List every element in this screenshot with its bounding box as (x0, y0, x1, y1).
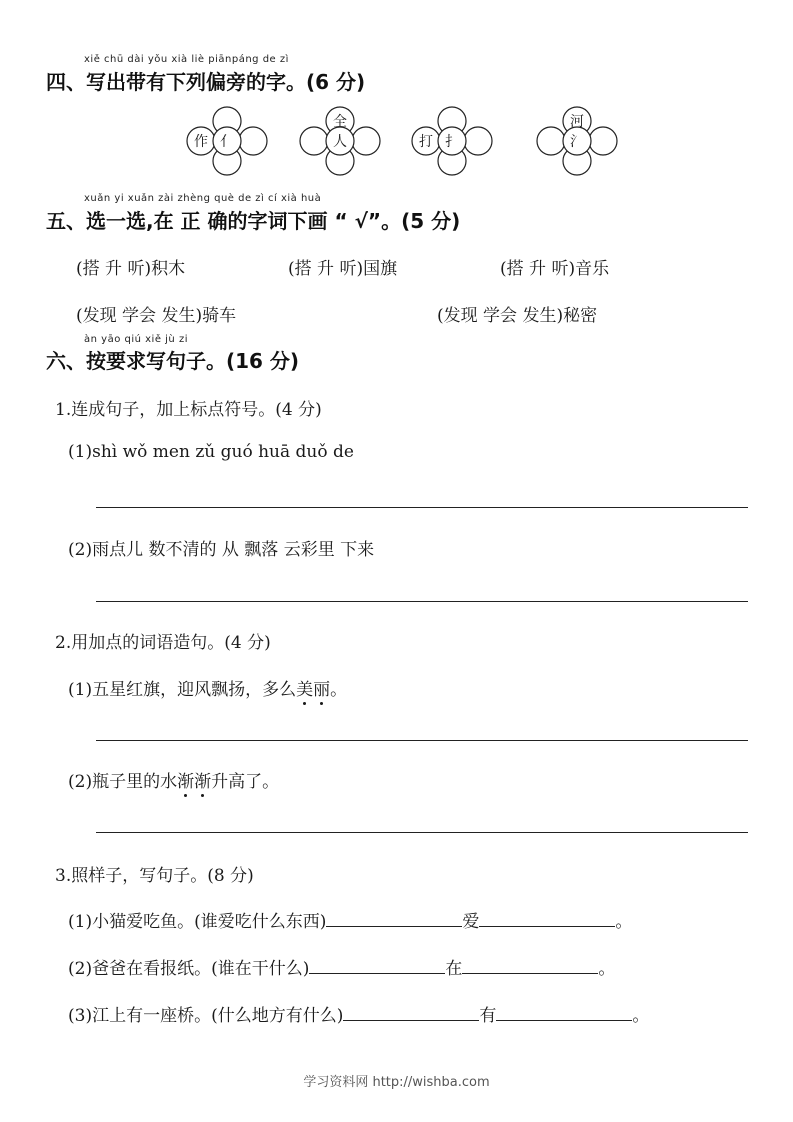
footer-watermark: 学习资料网 http://wishba.com (303, 1075, 490, 1090)
q2-item2 (68, 767, 279, 792)
q3-item2 (68, 954, 615, 979)
q1-item1-pinyin: shì wǒ men zǔ guó huā duǒ de (92, 442, 354, 462)
flower-1-char: 作 (194, 134, 208, 150)
flower-4-char: 河 (570, 114, 584, 130)
q1-title: 1.连成句子，加上标点符号。(4 分) (55, 400, 322, 420)
section4-title: 四、写出带有下列偏旁的字。(6 分) (46, 70, 366, 94)
q2-title: 2.用加点的词语造句。(4 分) (55, 633, 271, 653)
q2-item1-text: (1)五星红旗，迎风飘扬，多么 (68, 680, 297, 700)
section5-title: 五、选一选,在 正 确的字词下画 “ √”。(5 分) (46, 209, 461, 233)
flower-3-char: 打 (419, 134, 433, 150)
q3-title: 3.照样子，写句子。(8 分) (55, 866, 254, 886)
q3-item2-text: (2)爸爸在看报纸。(谁在干什么) (68, 959, 310, 979)
q2-item1-dotted-char-2: 丽 (313, 675, 330, 700)
radical-flower-1 (172, 100, 282, 180)
section6-title: 六、按要求写句子。(16 分) (46, 349, 300, 373)
radical-flower-4 (522, 100, 632, 180)
q2-item1-answer-line[interactable] (96, 740, 748, 741)
q3-item1-end: 。 (615, 912, 633, 932)
q1-item2 (68, 535, 374, 560)
q1-item1-num: (1) (68, 442, 93, 462)
choice-row2-item2[interactable]: (发现 学会 发生)秘密 (437, 306, 598, 326)
q1-item1 (68, 442, 354, 462)
flower-4-radical: 氵 (570, 134, 584, 150)
q3-item3-blank-2[interactable] (496, 1004, 632, 1021)
q3-item1-blank-2[interactable] (479, 910, 615, 927)
q2-item2-dotted-char-1: 渐 (177, 767, 194, 792)
q3-item2-mid: 在 (445, 959, 463, 979)
q1-item2-answer-line[interactable] (96, 601, 748, 602)
q3-item1 (68, 907, 632, 932)
q2-item2-end: 升高了。 (211, 772, 280, 792)
flower-2-radical: 人 (333, 134, 347, 150)
q3-item3-end: 。 (632, 1006, 650, 1026)
choice-row1-item1[interactable]: (搭 升 听)积木 (76, 259, 186, 279)
q3-item3-text: (3)江上有一座桥。(什么地方有什么) (68, 1006, 344, 1026)
section6-pinyin: àn yāo qiú xiě jù zi (84, 334, 188, 345)
q3-item3 (68, 1001, 649, 1026)
choice-row2-item1[interactable]: (发现 学会 发生)骑车 (76, 306, 237, 326)
q2-item2-dotted-char-2: 渐 (194, 767, 211, 792)
flower-1-radical: 亻 (220, 134, 234, 150)
radical-flower-2 (285, 100, 395, 180)
q3-item3-blank-1[interactable] (343, 1004, 479, 1021)
choice-row1-item3[interactable]: (搭 升 听)音乐 (500, 259, 610, 279)
choice-row1-item2[interactable]: (搭 升 听)国旗 (288, 259, 398, 279)
q3-item2-blank-2[interactable] (462, 957, 598, 974)
q2-item1-end: 。 (330, 680, 348, 700)
section4-pinyin: xiě chū dài yǒu xià liè piānpáng de zì (84, 54, 289, 65)
q3-item3-mid: 有 (479, 1006, 497, 1026)
q3-item1-blank-1[interactable] (326, 910, 462, 927)
q2-item2-answer-line[interactable] (96, 832, 748, 833)
q1-item2-words: 雨点儿 数不清的 从 飘落 云彩里 下来 (92, 540, 375, 560)
q2-item1 (68, 675, 347, 700)
q3-item1-mid: 爱 (462, 912, 480, 932)
q2-item1-dotted-char-1: 美 (296, 675, 313, 700)
q3-item2-end: 。 (598, 959, 616, 979)
flower-2-char: 全 (333, 114, 347, 130)
radical-flower-3 (397, 100, 507, 180)
section5-pinyin: xuǎn yi xuǎn zài zhèng què de zì cí xià huà (84, 193, 322, 204)
q2-item2-text: (2)瓶子里的水 (68, 772, 178, 792)
flower-3-radical: 扌 (445, 134, 459, 150)
q3-item2-blank-1[interactable] (309, 957, 445, 974)
q3-item1-text: (1)小猫爱吃鱼。(谁爱吃什么东西) (68, 912, 327, 932)
q1-item1-answer-line[interactable] (96, 507, 748, 508)
q1-item2-num: (2) (68, 540, 93, 560)
